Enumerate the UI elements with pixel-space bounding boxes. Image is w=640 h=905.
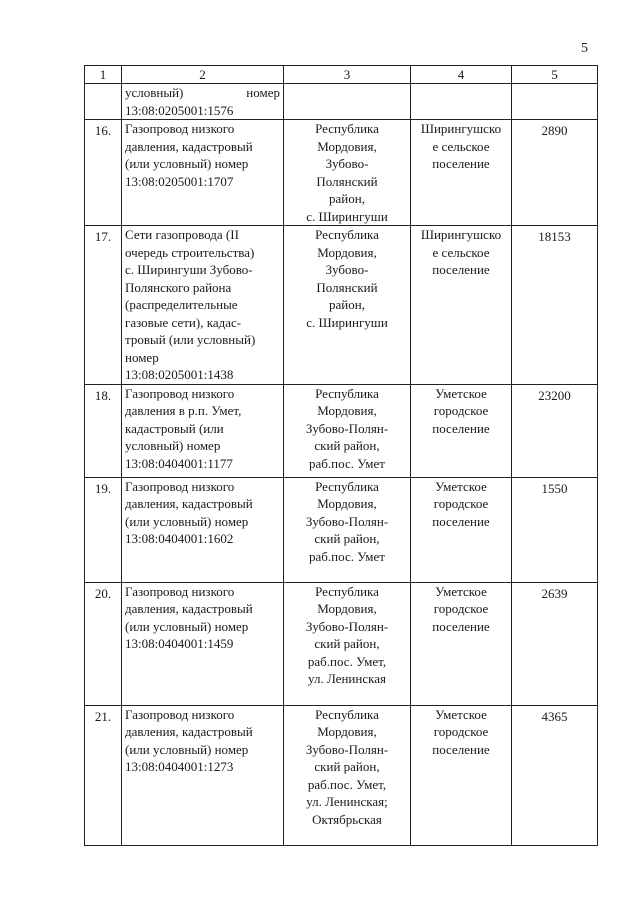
table-row	[85, 582, 598, 705]
table-row	[85, 120, 598, 226]
settlement: Уметское городское поселение	[411, 477, 512, 582]
object-location: Республика Мордовия, Зубово-Полян- ский район, раб.пос. Умет	[284, 477, 411, 582]
settlement: Уметское городское поселение	[411, 384, 512, 477]
object-description: условный) номер 13:08:0205001:1576	[122, 84, 284, 120]
header-cell-3: 3	[284, 66, 411, 84]
header-cell-4: 4	[411, 66, 512, 84]
area-value: 4365	[512, 705, 598, 845]
row-number: 17.	[85, 226, 122, 385]
area-value: 18153	[512, 226, 598, 385]
object-description: Газопровод низкого давления, кадастровый (или условный) номер 13:08:0205001:1707	[122, 120, 284, 226]
row-number: 16.	[85, 120, 122, 226]
row-number: 21.	[85, 705, 122, 845]
continuation-row	[85, 84, 598, 120]
header-cell-5: 5	[512, 66, 598, 84]
table-row	[85, 477, 598, 582]
row-number: 19.	[85, 477, 122, 582]
settlement: Уметское городское поселение	[411, 705, 512, 845]
table-row	[85, 226, 598, 385]
object-description: Газопровод низкого давления, кадастровый (или условный) номер 13:08:0404001:1459	[122, 582, 284, 705]
object-description: Газопровод низкого давления, кадастровый (или условный) номер 13:08:0404001:1602	[122, 477, 284, 582]
area-value: 1550	[512, 477, 598, 582]
page-number: 5	[581, 41, 588, 56]
header-cell-2: 2	[122, 66, 284, 84]
object-description: Газопровод низкого давления, кадастровый (или условный) номер 13:08:0404001:1273	[122, 705, 284, 845]
object-location: Республика Мордовия, Зубово- Полянский район, с. Ширингуши	[284, 120, 411, 226]
object-location: Республика Мордовия, Зубово- Полянский район, с. Ширингуши	[284, 226, 411, 385]
settlement	[411, 84, 512, 120]
header-row	[85, 66, 598, 84]
settlement: Уметское городское поселение	[411, 582, 512, 705]
object-description: Газопровод низкого давления в р.п. Умет, кадастровый (или условный) номер 13:08:0404001:1177	[122, 384, 284, 477]
header-cell-1: 1	[85, 66, 122, 84]
property-table	[84, 65, 598, 846]
area-value	[512, 84, 598, 120]
settlement: Ширингушско е сельское поселение	[411, 226, 512, 385]
area-value: 23200	[512, 384, 598, 477]
object-location: Республика Мордовия, Зубово-Полян- ский район, раб.пос. Умет, ул. Ленинская	[284, 582, 411, 705]
area-value: 2639	[512, 582, 598, 705]
table-row	[85, 384, 598, 477]
table-row	[85, 705, 598, 845]
object-location	[284, 84, 411, 120]
object-location: Республика Мордовия, Зубово-Полян- ский район, раб.пос. Умет	[284, 384, 411, 477]
object-description: Сети газопровода (II очередь строительства) с. Ширингуши Зубово- Полянского района (распределительные газовые сети), кадас- тровый (или условный) номер 13:08:0205001:1438	[122, 226, 284, 385]
object-location: Республика Мордовия, Зубово-Полян- ский район, раб.пос. Умет, ул. Ленинская; Октябрьская	[284, 705, 411, 845]
row-number	[85, 84, 122, 120]
row-number: 18.	[85, 384, 122, 477]
row-number: 20.	[85, 582, 122, 705]
area-value: 2890	[512, 120, 598, 226]
settlement: Ширингушско е сельское поселение	[411, 120, 512, 226]
